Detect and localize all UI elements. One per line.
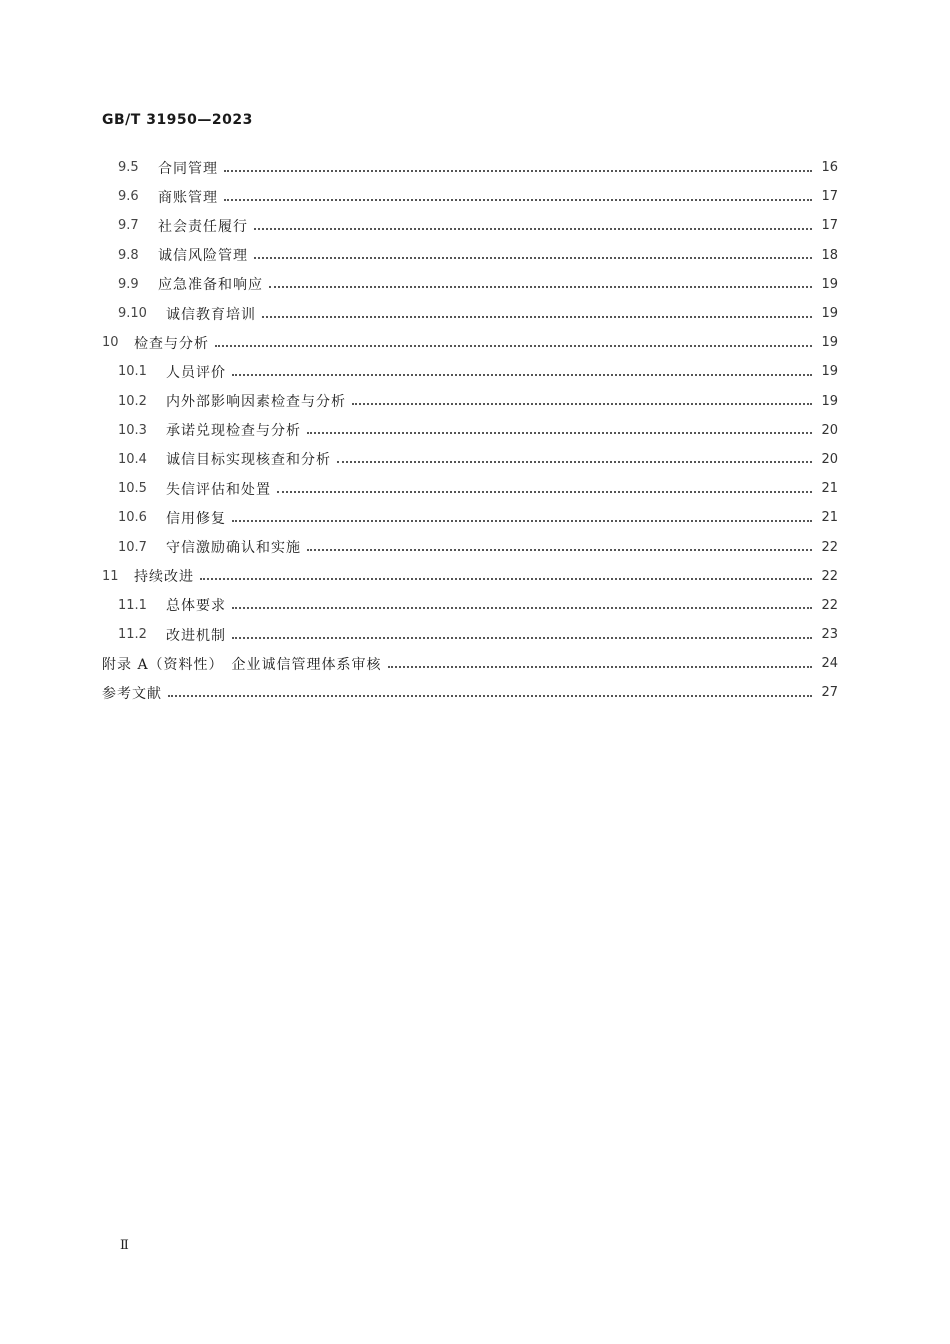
toc-entry-number: 9.5	[118, 160, 139, 176]
toc-entry-number: 11.1	[118, 597, 147, 613]
dot-leader	[200, 578, 812, 580]
toc-entry-number: 11.2	[118, 627, 147, 643]
toc-entry[interactable]	[102, 211, 838, 240]
dot-leader	[254, 257, 812, 259]
toc-entry-page: 16	[821, 160, 838, 176]
toc-entry-page: 19	[821, 276, 838, 292]
toc-entry-title: 诚信风险管理	[158, 248, 248, 265]
toc-entry-page: 19	[821, 393, 838, 409]
toc-entry-number: 10.7	[118, 539, 147, 555]
dot-leader	[232, 374, 812, 376]
toc-entry-title: 诚信教育培训	[166, 306, 256, 323]
toc-entry[interactable]	[102, 678, 838, 707]
toc-entry-page: 20	[821, 451, 838, 467]
page-number: Ⅱ	[120, 1238, 129, 1253]
toc-entry-title: 内外部影响因素检查与分析	[166, 394, 346, 411]
toc-entry-number: 9.6	[118, 189, 139, 205]
toc-entry-number: 10.2	[118, 393, 147, 409]
toc-entry-number: 9.10	[118, 306, 147, 322]
dot-leader	[352, 403, 812, 405]
toc-entry[interactable]	[102, 299, 838, 328]
dot-leader	[307, 432, 812, 434]
dot-leader	[224, 170, 812, 172]
toc-entry-number: 10.4	[118, 451, 147, 467]
toc-entry-number: 9.8	[118, 247, 139, 263]
toc-entry-number: 9.7	[118, 218, 139, 234]
toc-entry-number: 9.9	[118, 276, 139, 292]
toc-entry[interactable]	[102, 649, 838, 678]
toc-entry-title: 持续改进	[134, 569, 194, 586]
toc-entry-title: 总体要求	[166, 598, 226, 615]
toc-entry-number: 10.3	[118, 422, 147, 438]
toc-entry[interactable]	[102, 474, 838, 503]
dot-leader	[232, 637, 812, 639]
toc-entry-title: 合同管理	[158, 160, 218, 177]
toc-entry-title: 附录 A（资料性） 企业诚信管理体系审核	[102, 656, 382, 673]
toc-entry[interactable]	[102, 270, 838, 299]
toc-entry[interactable]	[102, 153, 838, 182]
toc-entry-title: 参考文献	[102, 685, 162, 702]
dot-leader	[269, 286, 812, 288]
toc-entry[interactable]	[102, 445, 838, 474]
toc-entry-title: 应急准备和响应	[158, 277, 263, 294]
dot-leader	[307, 549, 812, 551]
toc-entry-number: 10.6	[118, 510, 147, 526]
toc-entry[interactable]	[102, 416, 838, 445]
toc-entry-number: 10.5	[118, 481, 147, 497]
dot-leader	[215, 345, 812, 347]
toc-entry-page: 20	[821, 422, 838, 438]
toc-entry-title: 商账管理	[158, 189, 218, 206]
toc-entry-title: 诚信目标实现核查和分析	[166, 452, 331, 469]
dot-leader	[168, 695, 812, 697]
toc-entry-page: 23	[821, 627, 838, 643]
toc-entry[interactable]	[102, 328, 838, 357]
dot-leader	[232, 520, 812, 522]
toc-entry[interactable]	[102, 241, 838, 270]
toc-entry-page: 19	[821, 306, 838, 322]
dot-leader	[232, 607, 812, 609]
toc-entry-title: 信用修复	[166, 510, 226, 527]
toc-entry-number: 10.1	[118, 364, 147, 380]
toc-entry-title: 失信评估和处置	[166, 481, 271, 498]
toc-entry[interactable]	[102, 620, 838, 649]
toc-entry[interactable]	[102, 182, 838, 211]
toc-entry[interactable]	[102, 532, 838, 561]
table-of-contents	[102, 153, 838, 708]
toc-entry-page: 19	[821, 364, 838, 380]
toc-entry-page: 27	[821, 685, 838, 701]
toc-entry-page: 22	[821, 568, 838, 584]
toc-entry-title: 人员评价	[166, 364, 226, 381]
toc-entry-page: 19	[821, 335, 838, 351]
toc-entry[interactable]	[102, 503, 838, 532]
toc-entry-title: 守信激励确认和实施	[166, 540, 301, 557]
dot-leader	[262, 316, 812, 318]
toc-entry-title: 社会责任履行	[158, 218, 248, 235]
standard-code: GB/T 31950—2023	[102, 112, 253, 128]
toc-entry-page: 17	[821, 218, 838, 234]
toc-entry[interactable]	[102, 562, 838, 591]
toc-entry-page: 22	[821, 597, 838, 613]
toc-entry[interactable]	[102, 357, 838, 386]
toc-entry-title: 检查与分析	[134, 335, 209, 352]
dot-leader	[388, 666, 812, 668]
toc-entry-page: 24	[821, 656, 838, 672]
dot-leader	[254, 228, 812, 230]
toc-entry-page: 18	[821, 247, 838, 263]
toc-entry[interactable]	[102, 591, 838, 620]
toc-entry-page: 22	[821, 539, 838, 555]
toc-entry-page: 21	[821, 481, 838, 497]
toc-entry-title: 承诺兑现检查与分析	[166, 423, 301, 440]
toc-entry-number: 11	[102, 568, 119, 584]
toc-entry-page: 21	[821, 510, 838, 526]
dot-leader	[224, 199, 812, 201]
toc-entry[interactable]	[102, 387, 838, 416]
toc-entry-title: 改进机制	[166, 627, 226, 644]
toc-entry-number: 10	[102, 335, 119, 351]
dot-leader	[277, 491, 812, 493]
dot-leader	[337, 461, 812, 463]
toc-entry-page: 17	[821, 189, 838, 205]
